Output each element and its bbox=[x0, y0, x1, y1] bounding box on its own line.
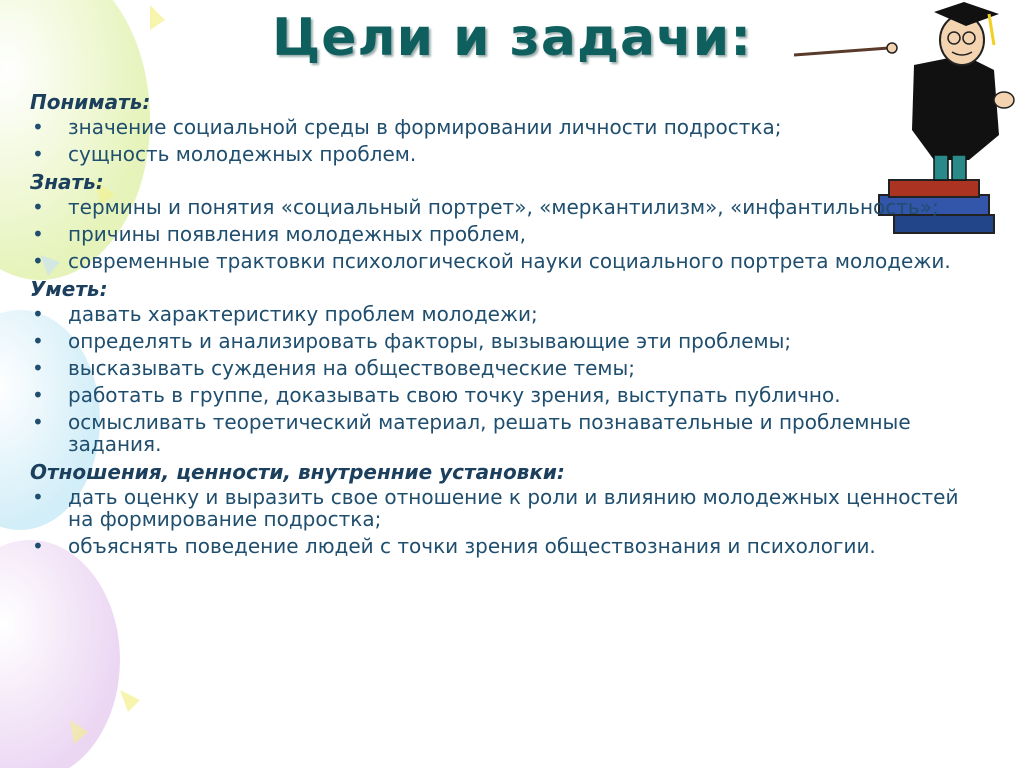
list-understand bbox=[30, 116, 960, 165]
list-item: • современные трактовки психологической науки социального портрета молодежи. bbox=[30, 250, 960, 272]
list-item: • причины появления молодежных проблем, bbox=[30, 223, 960, 245]
list-item: • определять и анализировать факторы, вызывающие эти проблемы; bbox=[30, 330, 960, 352]
section-heading-know: Знать: bbox=[30, 170, 104, 194]
list-item: • дать оценку и выразить свое отношение к роли и влиянию молодежных ценностей на формирование подростка; bbox=[30, 486, 960, 530]
list-be-able bbox=[30, 303, 960, 455]
section-heading-be-able: Уметь: bbox=[30, 277, 108, 301]
section-heading-values: Отношения, ценности, внутренние установки: bbox=[30, 460, 565, 484]
slide-title: Цели и задачи: bbox=[272, 8, 752, 68]
list-item: • высказывать суждения на обществоведческие темы; bbox=[30, 357, 960, 379]
list-item: • термины и понятия «социальный портрет», «меркантилизм», «инфантильность»; bbox=[30, 196, 960, 218]
list-values bbox=[30, 486, 960, 557]
section-heading-understand: Понимать: bbox=[30, 90, 151, 114]
list-know bbox=[30, 196, 960, 272]
list-item: • объяснять поведение людей с точки зрения обществознания и психологии. bbox=[30, 535, 960, 557]
list-item: • осмысливать теоретический материал, решать познавательные и проблемные задания. bbox=[30, 411, 960, 455]
list-item: • значение социальной среды в формировании личности подростка; bbox=[30, 116, 960, 138]
list-item: • давать характеристику проблем молодежи; bbox=[30, 303, 960, 325]
slide-content bbox=[30, 85, 960, 562]
list-item: • сущность молодежных проблем. bbox=[30, 143, 960, 165]
list-item: • работать в группе, доказывать свою точку зрения, выступать публично. bbox=[30, 384, 960, 406]
